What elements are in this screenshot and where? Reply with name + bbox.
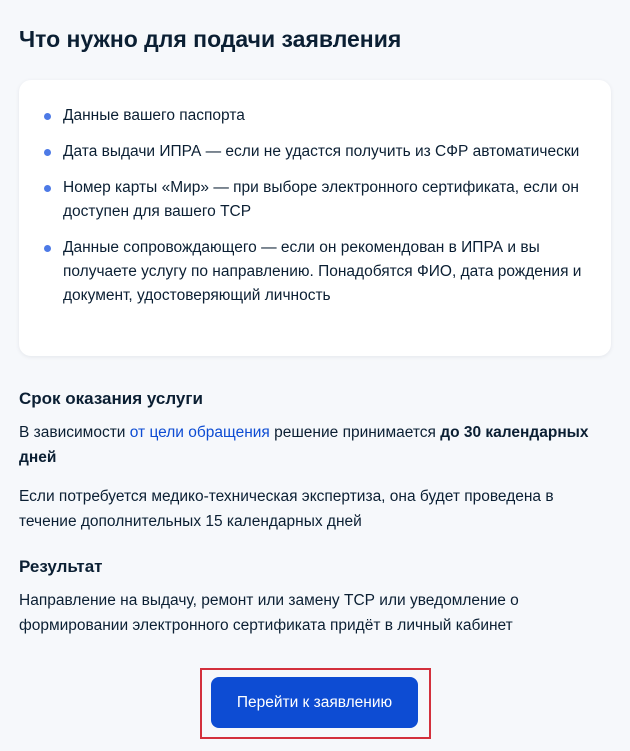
requirement-item [43,236,587,308]
requirement-text: Номер карты «Мир» — при выборе электронного сертификата, если он доступен для вашего ТСР [63,179,579,220]
term-text-before: В зависимости [19,424,130,441]
result-paragraph: Направление на выдачу, ремонт или замену ТСР или уведомление о формировании электронного сертификата придёт в личный кабинет [19,592,519,634]
page-title: Что нужно для подачи заявления [19,26,402,52]
requirement-text: Данные вашего паспорта [63,107,245,124]
term-heading: Срок оказания услуги [19,389,203,408]
bullet-icon [44,185,51,192]
go-to-application-button[interactable]: Перейти к заявлению [211,677,418,728]
term-deadline: до 30 календарных дней [19,424,589,466]
requirements-card [19,80,611,356]
bullet-icon [44,149,51,156]
requirement-item [43,140,587,164]
result-heading: Результат [19,557,103,576]
requirement-item [43,176,587,224]
requirement-item [43,104,587,128]
term-text-middle: решение принимается [269,424,441,441]
expertise-paragraph: Если потребуется медико-техническая экспертиза, она будет проведена в течение дополнительных 15 календарных дней [19,488,554,530]
requirement-text: Данные сопровождающего — если он рекомендован в ИПРА и вы получаете услугу по направлению. Понадобятся ФИО, дата рождения и документ, удостоверяющий личность [63,239,582,304]
requirement-text: Дата выдачи ИПРА — если не удастся получить из СФР автоматически [63,143,580,160]
bullet-icon [44,113,51,120]
term-paragraph [19,420,611,470]
bullet-icon [44,245,51,252]
requirements-list [43,104,587,308]
purpose-link[interactable]: от цели обращения [129,424,270,441]
